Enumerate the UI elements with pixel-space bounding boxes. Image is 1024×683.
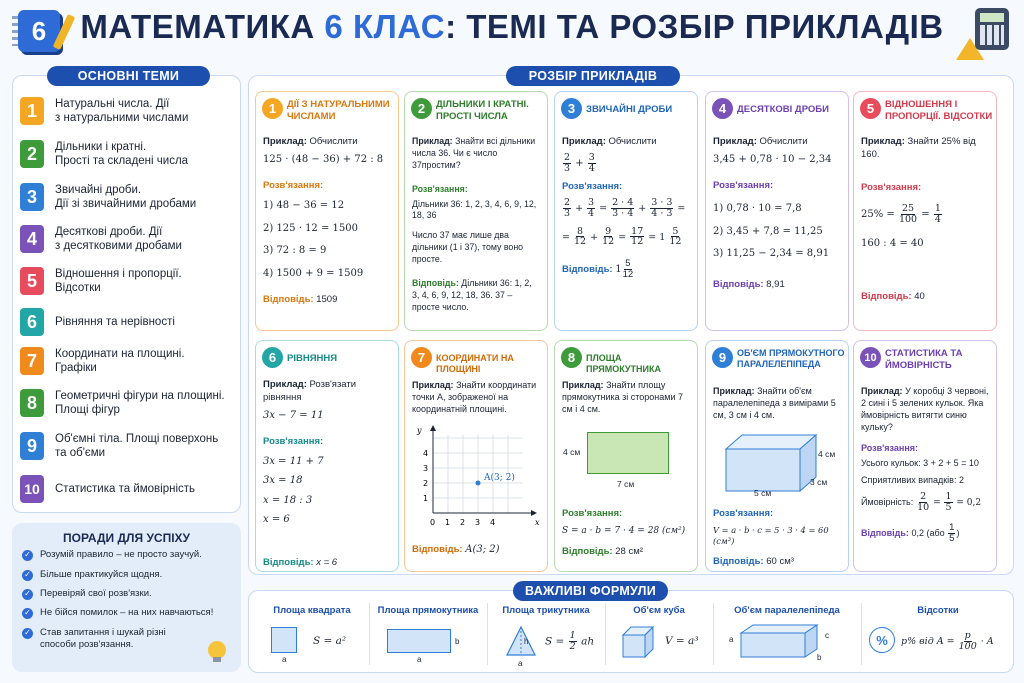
tips-heading: ПОРАДИ ДЛЯ УСПІХУ [62, 531, 190, 545]
formula-triangle-area: Площа трикутника h a S = $\frac{1}{2}$ ah [502, 605, 595, 668]
check-icon: ✓ [22, 628, 33, 639]
box-figure [720, 429, 846, 499]
topic-label: Геометричні фігури на площині. Площі фігур [55, 389, 225, 416]
example-card-10 [853, 340, 997, 572]
card-title: СТАТИСТИКА ТА ЙМОВІРНІСТЬ [885, 348, 963, 371]
card-title: КООРДИНАТИ НА ПЛОЩИНІ [436, 353, 514, 375]
card-body: Приклад: Знайти 25% від 160. Розв'язання: 25% = $\frac{25}{100}$ = $\frac{1}{4}$ 160 : 4 = 40 Відповідь: 40 [861, 136, 976, 302]
topic-item-9 [20, 427, 235, 465]
topic-number: 9 [20, 432, 44, 460]
topic-label: Дільники і кратні. Прості та складені числа [55, 140, 189, 167]
card-number: 8 [561, 347, 582, 368]
example-card-6 [255, 340, 399, 572]
formula-cube-volume: Об'єм куба V = a³ [609, 605, 709, 667]
topic-number: 5 [20, 267, 44, 295]
topic-label: Натуральні числа. Дії з натуральними числами [55, 97, 189, 124]
example-card-1 [255, 91, 399, 331]
card-number: 9 [712, 347, 733, 368]
topic-number: 1 [20, 97, 44, 125]
card-title: ВІДНОШЕННЯ І ПРОПОРЦІЇ. ВІДСОТКИ [885, 99, 993, 122]
point-a-label: A(3; 2) [484, 473, 515, 483]
formulas-heading: ВАЖЛИВІ ФОРМУЛИ [513, 581, 668, 601]
formula-square-area: Площа квадрата a S = a² [257, 605, 367, 667]
tip-item: ✓ Розумій правило – не просто заучуй. [22, 549, 236, 561]
depth-label: 3 см [810, 477, 828, 487]
topic-item-8 [20, 384, 235, 422]
rectangle-icon [387, 629, 451, 653]
formula-rectangle-area: Площа прямокутника b a [377, 605, 479, 664]
card-number: 10 [860, 347, 881, 368]
card-body: Приклад: Знайти всі дільники числа 36. Чи є число 37простим? Розв'язання: Дільники 36: 1, 2, 3, 4, 6, 9, 12, 18, 36 Число 37 має лише два дільники (1 і 37), тому воно просте. Відповідь: Дільники 36: 1, 2, 3, 4, 6, 9, 12, 18, 36. 37 – просте число. [412, 136, 537, 312]
topic-number: 10 [20, 475, 44, 503]
card-number: 6 [262, 347, 283, 368]
topic-item-10 [20, 470, 235, 508]
card-title: ЗВИЧАЙНІ ДРОБИ [586, 104, 673, 115]
topic-item-2 [20, 135, 235, 173]
check-icon: ✓ [22, 589, 33, 600]
side-a-label: 4 см [563, 447, 581, 457]
topic-number: 6 [20, 308, 44, 336]
formula-percent: Відсотки % p% від A = $\frac{p}{100}$ · A [865, 605, 1011, 667]
topic-label: Координати на площині. Графіки [55, 347, 185, 374]
topic-item-1 [20, 92, 235, 130]
point-a [476, 481, 481, 486]
card-title: ДІЛЬНИКИ І КРАТНІ. ПРОСТІ ЧИСЛА [436, 99, 529, 122]
card-title: ДЕСЯТКОВІ ДРОБИ [737, 104, 829, 115]
card-number: 5 [860, 98, 881, 119]
example-card-7: 7 КООРДИНАТИ НА ПЛОЩИНІ Приклад: Знайти координати точки A, зображеної на координатній площині. x y 0 1 2 3 4 1 2 3 4 A(3; 2) Відповідь: A(3; 2) [404, 340, 548, 572]
side-b-label: 7 см [617, 479, 635, 489]
card-body: Приклад: Знайти об'єм паралелепіпеда з вимірами 5 см, 3 см і 4 см. [713, 386, 836, 421]
width-label: 5 см [754, 488, 772, 498]
card-body: Приклад: Обчислити 3,45 + 0,78 · 10 − 2,34 Розв'язання: 1) 0,78 · 10 = 7,8 2) 3,45 + 7,8 = 11,25 3) 11,25 − 2,34 = 8,91 Відповідь: 8,91 [713, 136, 832, 290]
card-number: 1 [262, 98, 283, 119]
parallelepiped-icon [739, 623, 823, 659]
example-card-3 [554, 91, 698, 331]
tip-item: ✓ Став запитання і шукай різні способи розв'язання. [22, 627, 202, 652]
square-icon [271, 627, 297, 653]
y-tick: 4 [423, 449, 429, 458]
x-tick: 2 [460, 518, 466, 527]
formulas-panel [248, 590, 1014, 673]
card-body: Приклад: Обчислити 125 · (48 − 36) + 72 : 8 Розв'язання: 1) 48 − 36 = 12 2) 125 · 12 = 1500 3) 72 : 8 = 9 4) 1500 + 9 = 1509 Відповідь: 1509 [263, 136, 384, 306]
card-number: 7 [411, 347, 432, 368]
x-tick: 4 [490, 518, 496, 527]
topic-number: 3 [20, 183, 44, 211]
card-body: Приклад: Обчислити $\frac{2}{3}$ + $\frac{3}{4}$ Розв'язання: $\frac{2}{3}$ + $\frac{3}{4}$ = $\frac{2 \cdot 4}{3 \cdot 4}$ + $\frac{3 \cdot 3}{4 \cdot 3}$ = = $\frac{8}{12}$ + $\frac{9}{12}$ = $\frac{17}{12}$ = 1 $\frac{5}{12}$ Відповідь: 1 $\frac{5}{12}$ [562, 136, 686, 281]
topic-label: Десяткові дроби. Дії з десятковими дробами [55, 225, 182, 252]
card-body: Приклад: Знайти координати точки A, зображеної на координатній площині. [412, 380, 537, 415]
cube-icon [621, 625, 657, 659]
card-body: Приклад: Розв'язати рівняння 3x − 7 = 11 Розв'язання: 3x = 11 + 7 3x = 18 x = 18 : 3 x = 6 Відповідь: x = 6 [263, 379, 357, 568]
topic-item-3 [20, 178, 235, 216]
card-body: Приклад: Знайти площу прямокутника зі сторонами 7 см і 4 см. [562, 380, 684, 415]
height-label: 4 см [818, 449, 836, 459]
header [0, 0, 1024, 58]
topic-label: Статистика та ймовірність [55, 482, 196, 495]
x-tick: 1 [445, 518, 451, 527]
card-title: ОБ'ЄМ ПРЯМОКУТНОГО ПАРАЛЕЛЕПІПЕДА [737, 348, 845, 370]
y-tick: 3 [423, 464, 429, 473]
check-icon: ✓ [22, 608, 33, 619]
check-icon: ✓ [22, 550, 33, 561]
rectangle-figure [587, 432, 669, 474]
card-title: ДІЇ З НАТУРАЛЬНИМИ ЧИСЛАМИ [287, 99, 390, 122]
examples-heading: РОЗБІР ПРИКЛАДІВ [506, 66, 680, 86]
topic-item-6 [20, 303, 235, 341]
card-number: 2 [411, 98, 432, 119]
tip-item: ✓ Не бійся помилок – на них навчаються! [22, 607, 236, 619]
card-title: ПЛОЩА ПРЯМОКУТНИКА [586, 353, 661, 375]
y-axis-label: y [417, 426, 422, 435]
card-number: 3 [561, 98, 582, 119]
coordinate-plane [411, 425, 545, 535]
topic-number: 8 [20, 389, 44, 417]
formula-parallelepiped-volume: Об'єм паралелепіпеда a c b [729, 605, 840, 662]
topic-number: 7 [20, 347, 44, 375]
lightbulb-icon [208, 641, 226, 659]
grade-badge-icon: 6 [18, 10, 60, 52]
topic-item-5 [20, 262, 235, 300]
y-tick: 2 [423, 479, 429, 488]
triangle-icon [505, 625, 537, 657]
card-body: Приклад: У коробці 3 червоні, 2 сині і 5 зелених кульок. Яка ймовірність витягти синю кульку? Розв'язання: Усього кульок: 3 + 2 + 5 = 10 Сприятливих випадків: 2 Ймовірність: $\frac{2}{10}$ = $\frac{1}{5}$ = 0,2 Відповідь: 0,2 (або $\frac{1}{5}$ ) [861, 386, 989, 544]
topic-item-7 [20, 342, 235, 380]
page-title: МАТЕМАТИКА 6 КЛАС: ТЕМІ ТА РОЗБІР ПРИКЛАДІВ [80, 8, 944, 45]
topic-label: Рівняння та нерівності [55, 315, 175, 328]
topic-number: 4 [20, 225, 44, 253]
topic-label: Звичайні дроби. Дії зі звичайними дробами [55, 183, 197, 210]
x-tick: 0 [430, 518, 436, 527]
topic-label: Відношення і пропорції. Відсотки [55, 267, 182, 294]
topics-heading: ОСНОВНІ ТЕМИ [47, 66, 210, 86]
tip-item: ✓ Перевіряй свої розв'язки. [22, 588, 236, 600]
example-card-9: 9 ОБ'ЄМ ПРЯМОКУТНОГО ПАРАЛЕЛЕПІПЕДА Приклад: Знайти об'єм паралелепіпеда з вимірами 5 см, 3 см і 4 см. 4 см 3 см 5 см Розв'язання: V = a · b · c = 5 · 3 · 4 = 60 (см³) Відповідь: 60 см³ [705, 340, 849, 572]
topic-item-4 [20, 220, 235, 258]
tips-panel [12, 523, 241, 672]
percent-icon: % [869, 627, 895, 653]
calculator-icon [975, 8, 1009, 50]
topic-label: Об'ємні тіла. Площі поверхонь та об'єми [55, 432, 219, 459]
y-tick: 1 [423, 494, 429, 503]
card-title: РІВНЯННЯ [287, 353, 338, 364]
example-card-5 [853, 91, 997, 331]
check-icon: ✓ [22, 570, 33, 581]
x-axis-label: x [535, 518, 540, 527]
example-card-4 [705, 91, 849, 331]
card-number: 4 [712, 98, 733, 119]
example-card-8: 8 ПЛОЩА ПРЯМОКУТНИКА Приклад: Знайти площу прямокутника зі сторонами 7 см і 4 см. 4 см 7 см Розв'язання: S = a · b = 7 · 4 = 28 (см²) Відповідь: 28 см² [554, 340, 698, 572]
topic-number: 2 [20, 140, 44, 168]
example-card-2 [404, 91, 548, 331]
tip-item: ✓ Більше практикуйся щодня. [22, 569, 236, 581]
x-tick: 3 [475, 518, 481, 527]
